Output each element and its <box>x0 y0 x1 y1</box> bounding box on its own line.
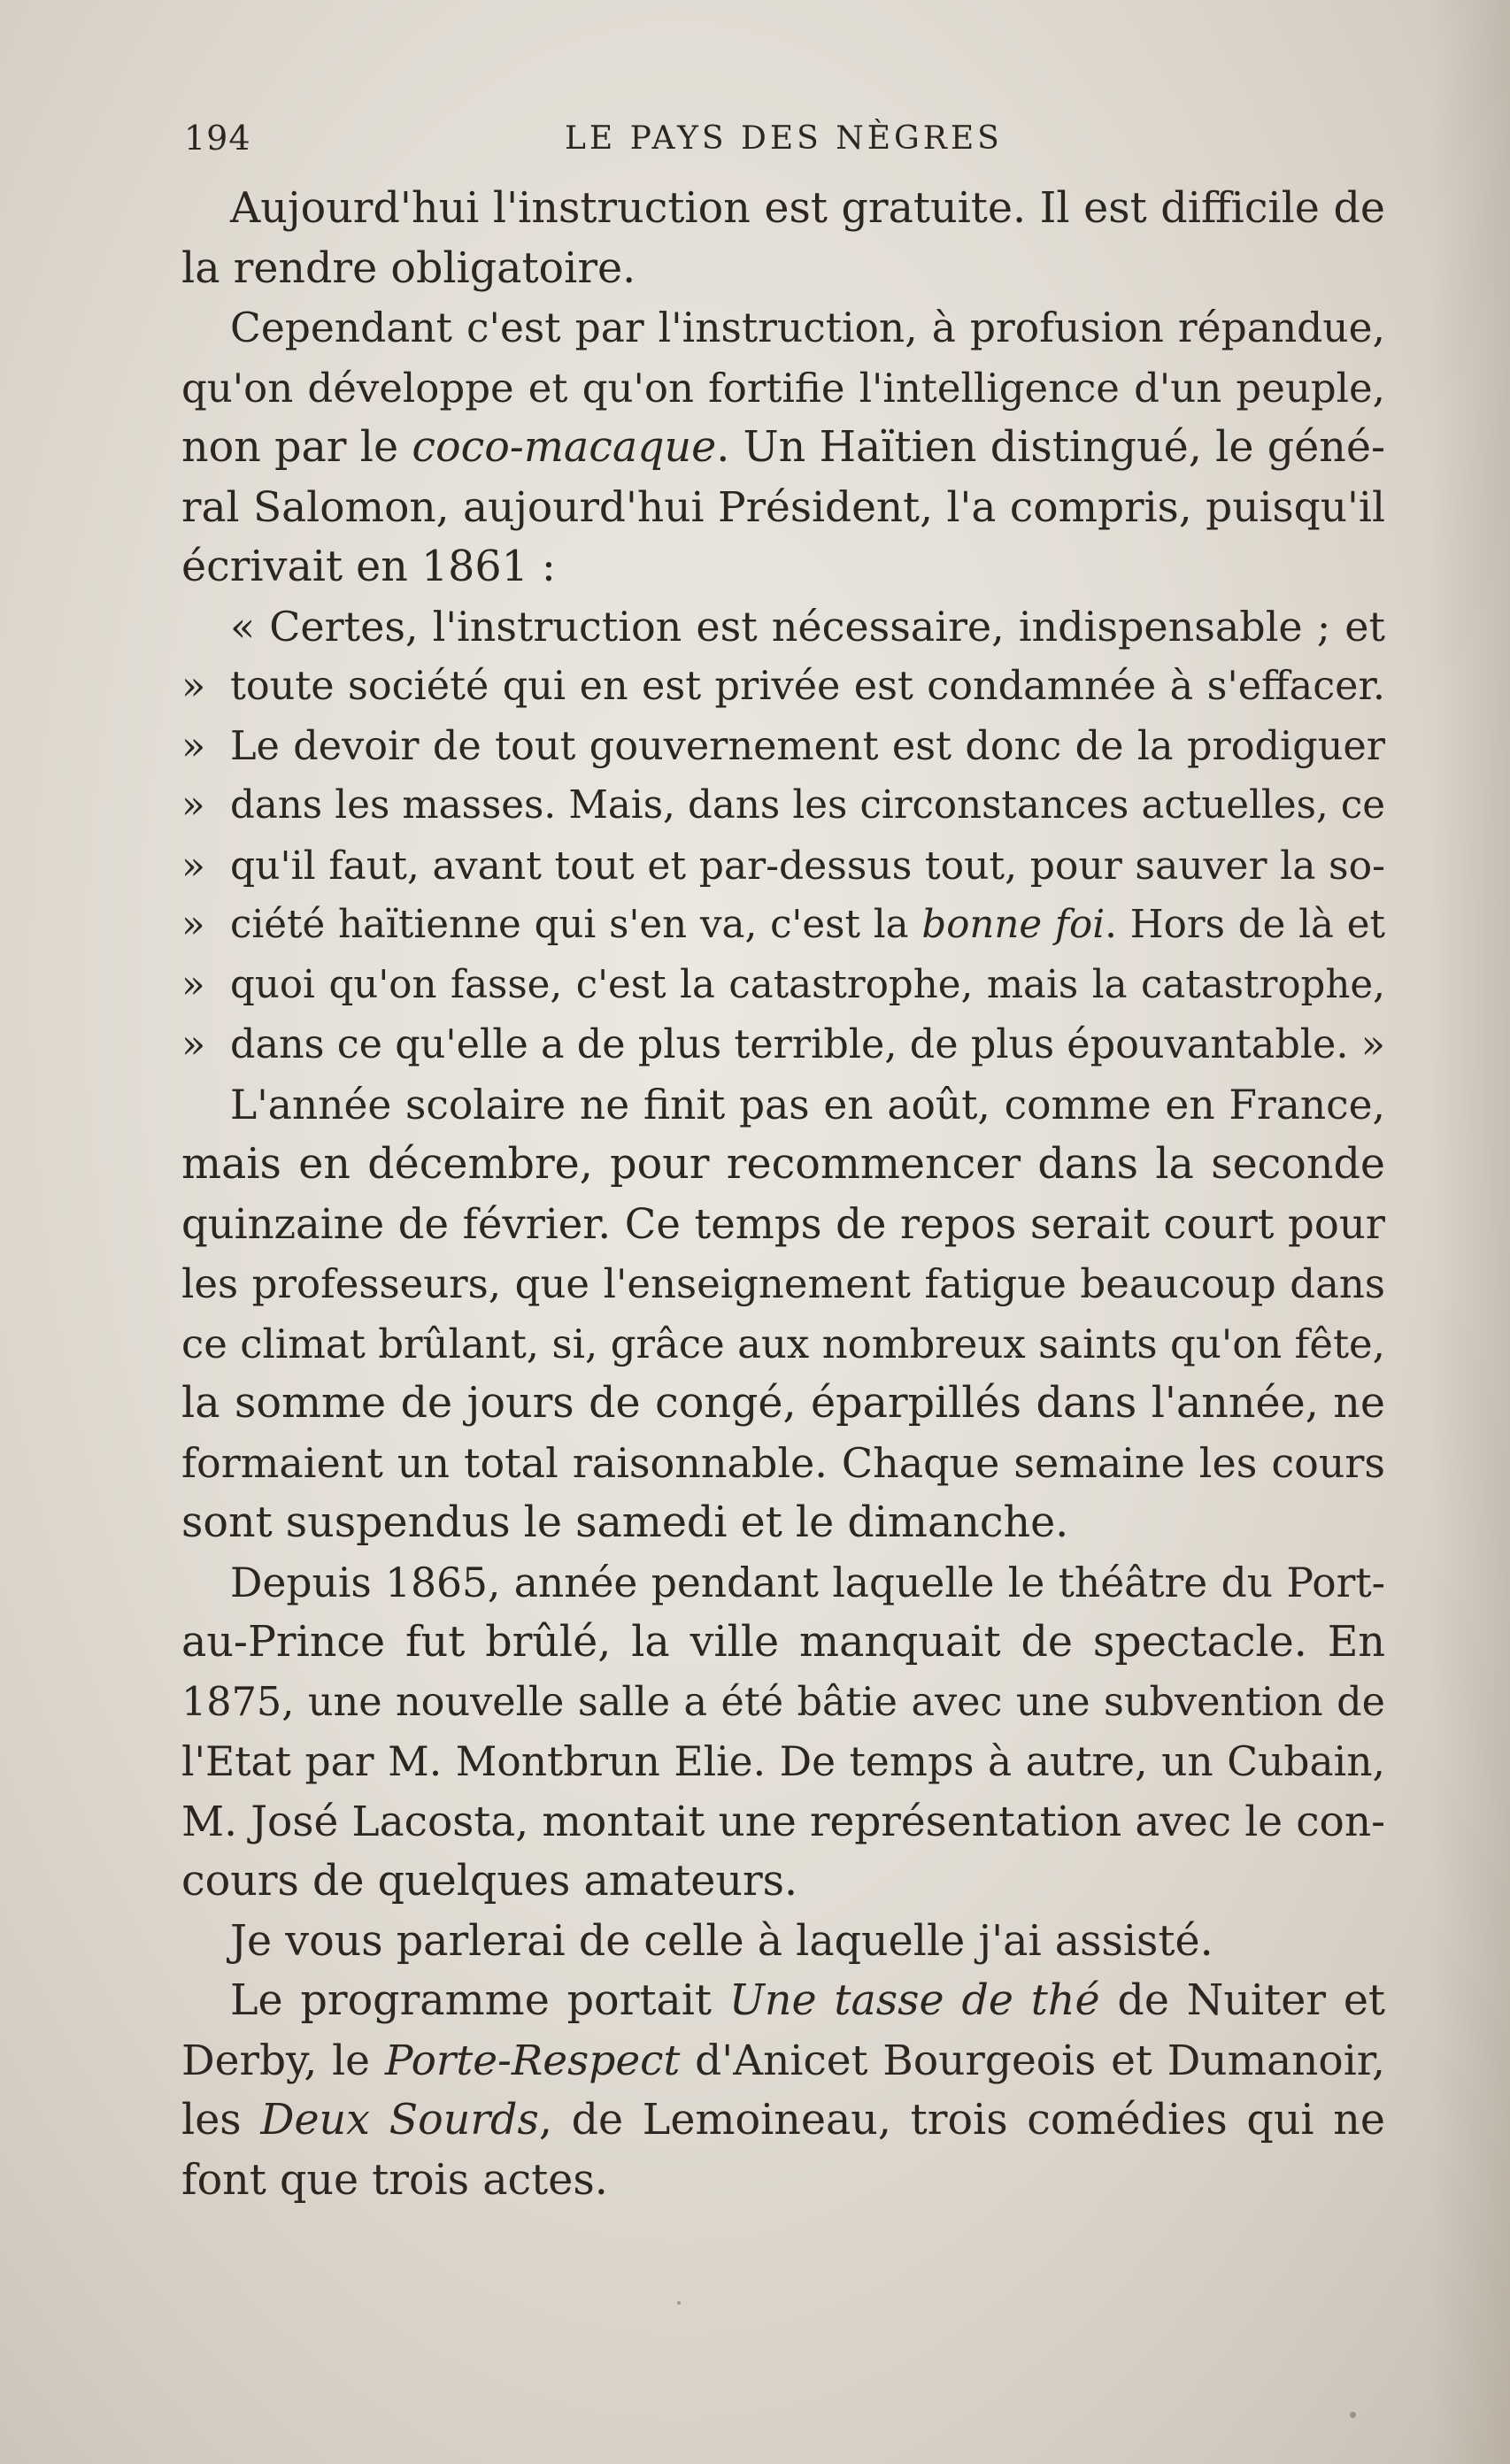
page-header <box>184 113 1379 166</box>
page-number: 194 <box>184 119 251 158</box>
text-line <box>181 1613 1385 1673</box>
text-line <box>181 239 1385 299</box>
text-line <box>181 298 1385 358</box>
line-text: les professeurs, que l'enseignement fatigue beaucoup dans <box>181 1260 1385 1307</box>
line-text: ral Salomon, aujourd'hui Président, l'a compris, puisqu'il <box>181 482 1385 532</box>
text-line <box>181 1314 1385 1374</box>
running-title: LE PAYS DES NÈGRES <box>565 120 1003 157</box>
text-line <box>181 1553 1385 1613</box>
quote-mark: » <box>181 783 205 828</box>
text-line <box>181 1732 1385 1792</box>
text-line <box>181 2091 1385 2151</box>
line-text: formaient un total raisonnable. Chaque semaine les cours <box>181 1438 1385 1487</box>
line-text: Le programme portait <box>230 1976 729 2025</box>
text-line <box>181 896 1385 956</box>
line-text: dans les masses. Mais, dans les circonstances actuelles, ce <box>230 783 1385 828</box>
text-line <box>181 1852 1385 1912</box>
quote-mark: » <box>181 1022 206 1067</box>
text-line <box>181 418 1385 478</box>
line-text: cours de quelques amateurs. <box>181 1857 798 1906</box>
italic-title: bonne foi <box>921 903 1106 947</box>
quote-mark: » <box>181 664 206 709</box>
line-text: la rendre obligatoire. <box>181 243 636 293</box>
text-line <box>181 478 1385 538</box>
quote-mark: » <box>181 962 205 1007</box>
text-line <box>181 717 1385 777</box>
text-line <box>181 1971 1385 2031</box>
text-line <box>181 776 1385 836</box>
text-line <box>181 836 1385 897</box>
italic-title: Une tasse de thé <box>728 1976 1100 2025</box>
line-text: sont suspendus le samedi et le dimanche. <box>181 1498 1069 1547</box>
text-line <box>181 1912 1385 1972</box>
italic-title: Porte-Respect <box>384 2036 681 2085</box>
line-text: dans ce qu'elle a de plus terrible, de plus épouvantable. » <box>230 1022 1385 1067</box>
line-text: quoi qu'on fasse, c'est la catastrophe, mais la catastrophe, <box>230 962 1385 1007</box>
line-text: ce climat brûlant, si, grâce aux nombreux saints qu'on fête, <box>181 1320 1385 1367</box>
line-text: font que trois actes. <box>181 2155 608 2205</box>
line-text-after: de Nuiter et <box>1099 1976 1386 2025</box>
line-text: Le devoir de tout gouvernement est donc de la prodiguer <box>230 723 1385 769</box>
line-text: ciété haïtienne qui s'en va, c'est la <box>230 903 922 947</box>
line-text-after: d'Anicet Bourgeois et Dumanoir, <box>680 2036 1385 2085</box>
text-line <box>181 1374 1385 1434</box>
line-text: qu'il faut, avant tout et par-dessus tout, pour sauver la so- <box>230 843 1385 889</box>
text-line <box>181 1254 1385 1314</box>
line-text: 1875, une nouvelle salle a été bâtie avec une subvention de <box>181 1679 1385 1725</box>
text-line <box>181 1673 1385 1733</box>
line-text: écrivait en 1861 : <box>181 543 556 591</box>
line-text-after: . Un Haïtien distingué, le géné- <box>716 423 1385 472</box>
italic-title: Deux Sourds <box>260 2096 539 2144</box>
line-text: mais en décembre, pour recommencer dans la seconde <box>181 1140 1385 1189</box>
line-text: Derby, le <box>181 2036 385 2085</box>
paper-speck <box>677 2301 681 2305</box>
text-line <box>181 1493 1385 1553</box>
text-line <box>181 956 1385 1016</box>
line-text: M. José Lacosta, montait une représentation avec le con- <box>181 1797 1385 1846</box>
page-edge-shadow <box>1430 0 1510 2464</box>
text-line <box>181 358 1385 419</box>
line-text: quinzaine de février. Ce temps de repos serait court pour <box>181 1199 1385 1248</box>
line-text-after: , de Lemoineau, trois comédies qui ne <box>538 2096 1385 2144</box>
line-text: qu'on développe et qu'on fortifie l'intelligence d'un peuple, <box>181 364 1385 412</box>
line-text: toute société qui en est privée est condamnée à s'effacer. <box>230 664 1385 709</box>
text-line <box>181 537 1385 597</box>
paper-speck <box>1350 2412 1356 2418</box>
text-line <box>181 1075 1385 1136</box>
body-text <box>181 179 1385 2210</box>
line-text: Je vous parlerai de celle à laquelle j'ai assisté. <box>230 1916 1213 1966</box>
text-line <box>181 657 1385 717</box>
text-line <box>181 179 1385 239</box>
text-line <box>181 597 1385 658</box>
text-line <box>181 1015 1385 1075</box>
line-text-after: . Hors de là et <box>1105 903 1385 947</box>
text-line <box>181 1195 1385 1255</box>
line-text: les <box>181 2096 261 2144</box>
line-text: Cependant c'est par l'instruction, à profusion répandue, <box>230 304 1385 351</box>
line-text: Aujourd'hui l'instruction est gratuite. Il est difficile de <box>230 184 1385 233</box>
text-line <box>181 1434 1385 1494</box>
quote-mark: » <box>181 903 205 947</box>
line-text: l'Etat par M. Montbrun Elie. De temps à autre, un Cubain, <box>181 1738 1385 1785</box>
line-text: L'année scolaire ne finit pas en août, comme en France, <box>230 1081 1385 1128</box>
line-text: la somme de jours de congé, éparpillés dans l'année, ne <box>181 1379 1385 1428</box>
italic-title: coco-macaque <box>412 423 717 472</box>
line-text: non par le <box>181 423 412 472</box>
line-text: Depuis 1865, année pendant laquelle le théâtre du Port- <box>230 1559 1385 1606</box>
line-text: « Certes, l'instruction est nécessaire, indispensable ; et <box>230 602 1385 651</box>
line-text: au-Prince fut brûlé, la ville manquait de spectacle. En <box>181 1618 1385 1667</box>
quote-mark: » <box>181 843 205 889</box>
text-line <box>181 1792 1385 1852</box>
text-line <box>181 2151 1385 2211</box>
text-line <box>181 2031 1385 2091</box>
text-line <box>181 1135 1385 1195</box>
quote-mark: » <box>181 723 206 769</box>
